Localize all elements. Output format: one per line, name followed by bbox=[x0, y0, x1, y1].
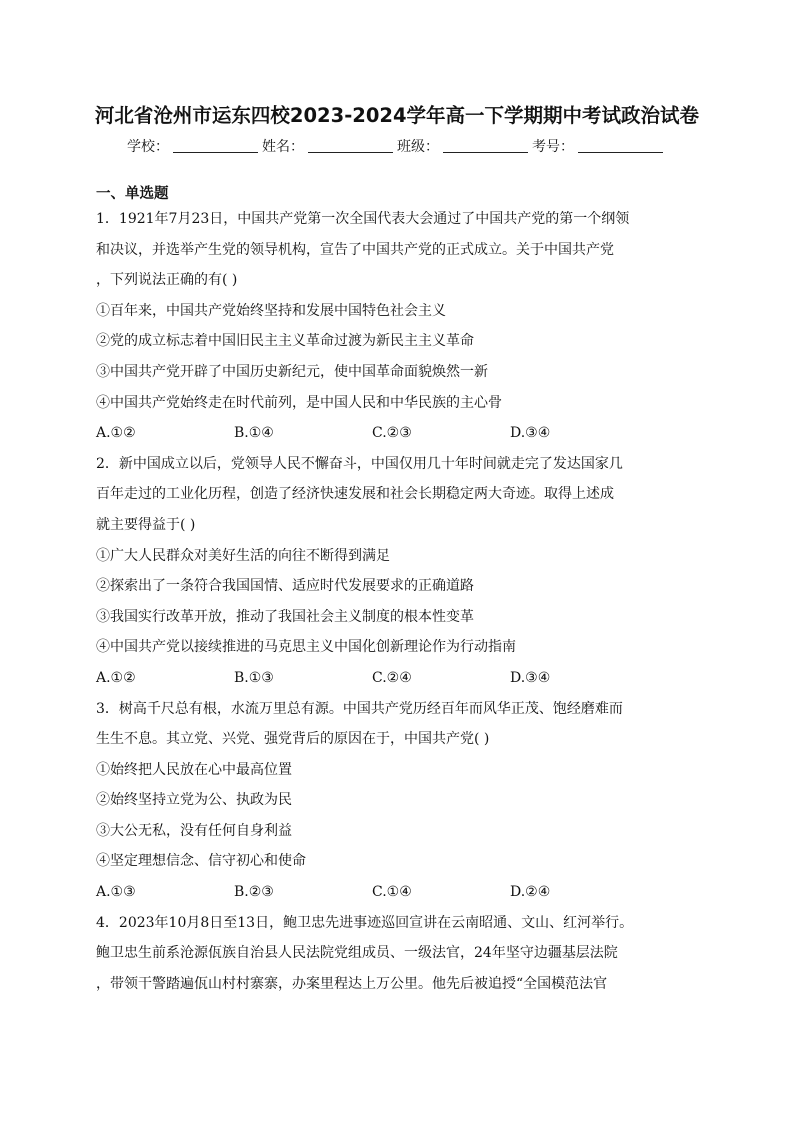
option-a: A.①③ bbox=[96, 884, 136, 901]
statement: ③我国实行改革开放，推动了我国社会主义制度的根本性变革 bbox=[96, 608, 474, 625]
school-label: 学校： bbox=[127, 139, 169, 155]
option-a: A.①② bbox=[96, 669, 136, 686]
question-1 bbox=[96, 204, 700, 449]
student-info-line bbox=[0, 136, 794, 156]
statement: ③大公无私，没有任何自身利益 bbox=[96, 822, 292, 839]
statement: ②探索出了一条符合我国国情、适应时代发展要求的正确道路 bbox=[96, 578, 474, 595]
statement: ④中国共产党始终走在时代前列，是中国人民和中华民族的主心骨 bbox=[96, 394, 502, 411]
option-d: D.③④ bbox=[510, 425, 551, 442]
question-stem-line: ，下列说法正确的有( ) bbox=[96, 272, 238, 289]
question-3 bbox=[96, 694, 700, 908]
statement: ②党的成立标志着中国旧民主主义革命过渡为新民主主义革命 bbox=[96, 333, 474, 350]
exam-number-blank[interactable] bbox=[578, 138, 663, 153]
option-c: C.②④ bbox=[372, 669, 412, 686]
question-stem-line: 鲍卫忠生前系沧源佤族自治县人民法院党组成员、一级法官，24年坚守边疆基层法院 bbox=[96, 945, 618, 962]
statement: ④坚定理想信念、信守初心和使命 bbox=[96, 853, 306, 870]
class-label: 班级： bbox=[397, 139, 439, 155]
name-blank[interactable] bbox=[308, 138, 393, 153]
option-b: B.①④ bbox=[234, 425, 274, 442]
school-field bbox=[127, 136, 262, 156]
option-c: C.①④ bbox=[372, 884, 412, 901]
question-2 bbox=[96, 449, 700, 694]
question-stem-line: 生生不息。其立党、兴党、强党背后的原因在于，中国共产党( ) bbox=[96, 731, 490, 748]
question-stem-line: 就主要得益于( ) bbox=[96, 516, 196, 533]
class-field bbox=[397, 136, 532, 156]
option-a: A.①② bbox=[96, 425, 136, 442]
exam-title: 河北省沧州市运东四校2023-2024学年高一下学期期中考试政治试卷 bbox=[94, 104, 700, 127]
question-4 bbox=[96, 908, 700, 1000]
exam-number-field bbox=[532, 136, 667, 156]
option-c: C.②③ bbox=[372, 425, 412, 442]
exam-number-label: 考号： bbox=[532, 139, 574, 155]
statement: ③中国共产党开辟了中国历史新纪元，使中国革命面貌焕然一新 bbox=[96, 363, 488, 380]
question-stem-line: ，带领干警踏遍佤山村村寨寨，办案里程达上万公里。他先后被追授“全国模范法官 bbox=[96, 975, 608, 992]
questions-body bbox=[96, 204, 700, 999]
option-d: D.②④ bbox=[510, 884, 551, 901]
name-label: 姓名： bbox=[262, 139, 304, 155]
school-blank[interactable] bbox=[173, 138, 258, 153]
question-stem-line: 1．1921年7月23日，中国共产党第一次全国代表大会通过了中国共产党的第一个纲领 bbox=[96, 211, 630, 227]
question-stem-line: 百年走过的工业化历程，创造了经济快速发展和社会长期稳定两大奇迹。取得上述成 bbox=[96, 486, 614, 503]
option-b: B.①③ bbox=[234, 669, 274, 686]
statement: ②始终坚持立党为公、执政为民 bbox=[96, 792, 292, 809]
answer-options bbox=[96, 418, 700, 449]
question-stem-line: 2．新中国成立以后，党领导人民不懈奋斗，中国仅用几十年时间就走完了发达国家几 bbox=[96, 455, 623, 472]
question-stem-line: 4．2023年10月8日至13日，鲍卫忠先进事迹巡回宣讲在云南昭通、文山、红河举行。 bbox=[96, 914, 634, 931]
statement: ④中国共产党以接续推进的马克思主义中国化创新理论作为行动指南 bbox=[96, 639, 516, 656]
statement: ①广大人民群众对美好生活的向往不断得到满足 bbox=[96, 547, 390, 564]
answer-options bbox=[96, 663, 700, 694]
statement: ①百年来，中国共产党始终坚持和发展中国特色社会主义 bbox=[96, 302, 446, 319]
section-title: 一、单选题 bbox=[96, 186, 169, 202]
question-stem-line: 3．树高千尺总有根，水流万里总有源。中国共产党历经百年而风华正茂、饱经磨难而 bbox=[96, 700, 623, 717]
answer-options bbox=[96, 877, 700, 908]
question-stem-line: 和决议，并选举产生党的领导机构，宣告了中国共产党的正式成立。关于中国共产党 bbox=[96, 241, 614, 258]
statement: ①始终把人民放在心中最高位置 bbox=[96, 761, 292, 778]
class-blank[interactable] bbox=[443, 138, 528, 153]
name-field bbox=[262, 136, 397, 156]
option-d: D.③④ bbox=[510, 669, 551, 686]
option-b: B.②③ bbox=[234, 884, 274, 901]
